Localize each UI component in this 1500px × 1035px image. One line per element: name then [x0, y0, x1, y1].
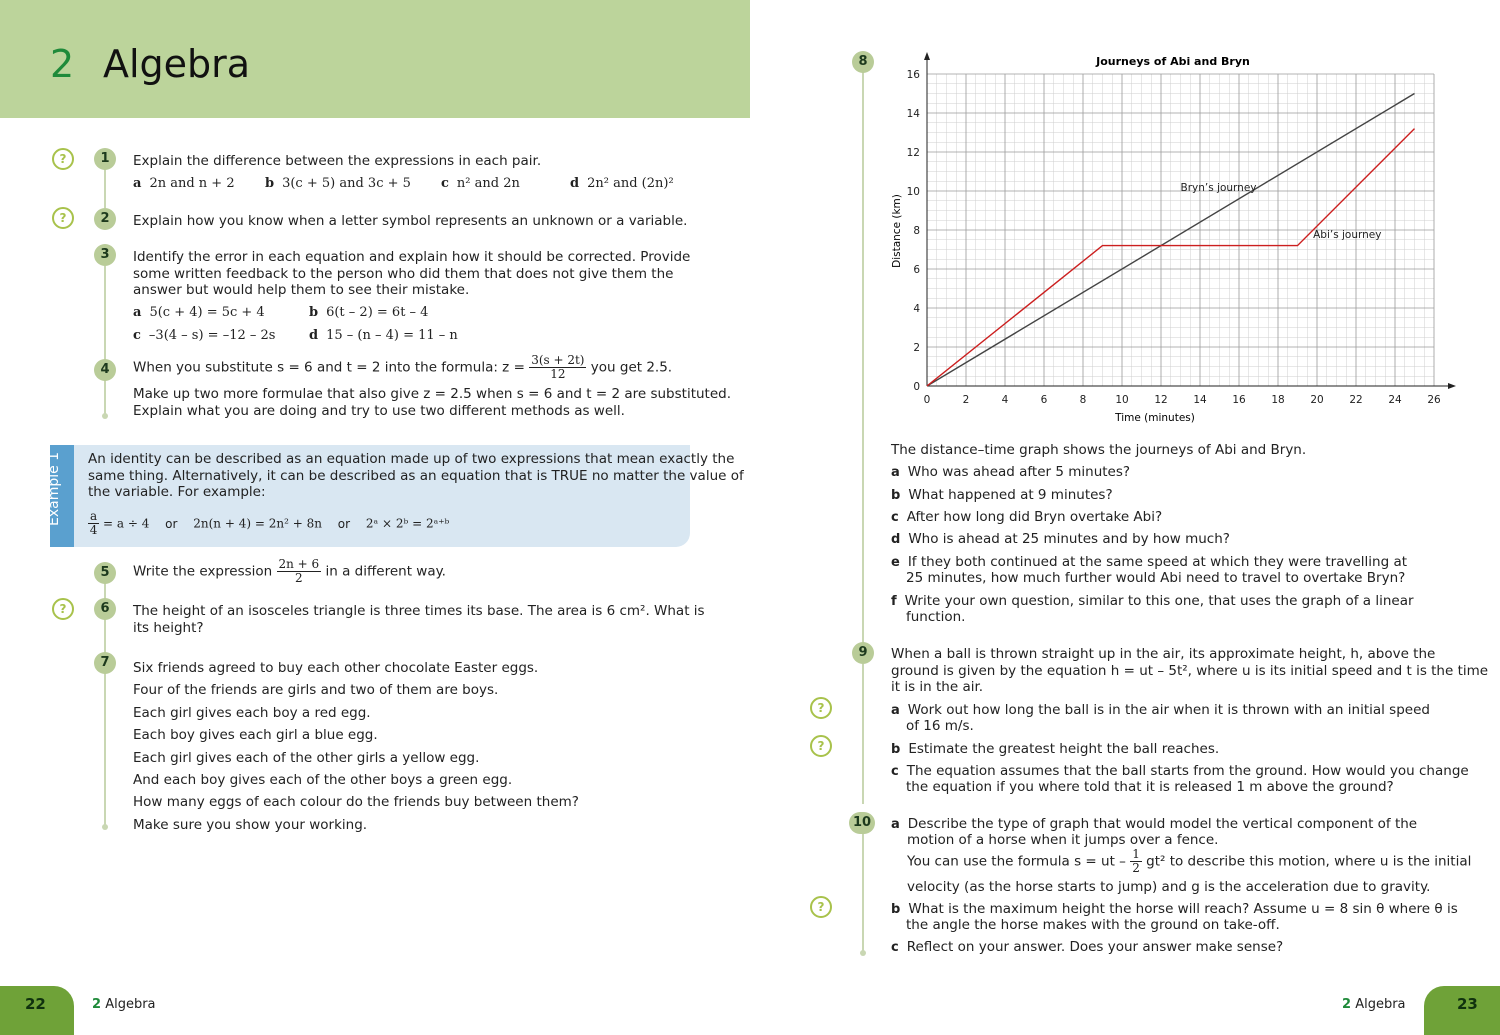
question-guide-line — [862, 833, 864, 951]
guide-line-end-dot — [102, 824, 108, 830]
q5-fraction: $\frac{2n + 6}{2}$ — [278, 557, 320, 585]
page-number-left: 22 — [25, 995, 46, 1013]
question-number-1: 1 — [94, 148, 116, 170]
q3-part-d: d 15 – (n – 4) = 11 – n — [309, 328, 458, 343]
example-identities: $\frac{a}{4}$ = a ÷ 4 or 2n(n + 4) = 2n² + 8n or 2ᵃ × 2ᵇ = 2ᵃ⁺ᵇ — [89, 509, 450, 537]
q10-part-a: a Describe the type of graph that would model the vertical component of the — [891, 816, 1418, 832]
chart-title: Journeys of Abi and Bryn — [1096, 55, 1250, 68]
q5-text: Write the expression $\frac{2n + 6}{2}$ in a different way. — [133, 557, 446, 585]
guide-line-end-dot — [102, 413, 108, 419]
x-axis-arrow — [1448, 383, 1456, 389]
running-footer-right: 2 Algebra — [1342, 997, 1406, 1012]
q7-text: Six friends agreed to buy each other chocolate Easter eggs. Four of the friends are girls and two of them are boys. Each girl gives each boy a red egg. Each boy gives each girl a blue egg. Each girl gives each of the other girls a yellow egg. And each boy gives each of the other boys a green egg. How many eggs of each colour do the friends buy between them? Make sure you show your working. — [133, 660, 579, 833]
hint-help-icon[interactable]: ? — [810, 697, 832, 719]
x-tick-label: 26 — [1427, 394, 1441, 406]
question-guide-line — [862, 72, 864, 644]
x-tick-label: 14 — [1193, 394, 1207, 406]
question-number-2: 2 — [94, 208, 116, 230]
y-tick-label: 16 — [906, 69, 920, 81]
guide-line-end-dot — [860, 950, 866, 956]
q9-part-c: c The equation assumes that the ball starts from the ground. How would you change — [891, 763, 1469, 779]
chart-y-axis-label: Distance (km) — [891, 194, 903, 268]
q4-fraction: $\frac{3(s + 2t)}{12}$ — [531, 353, 585, 381]
q1-part-c: c n² and 2n — [441, 176, 520, 191]
y-tick-label: 6 — [913, 264, 920, 276]
question-number-8: 8 — [852, 51, 874, 73]
x-tick-label: 8 — [1079, 394, 1087, 406]
running-footer-left: 2 Algebra — [92, 997, 156, 1012]
q8-part-b: b What happened at 9 minutes? — [891, 487, 1113, 503]
distance-time-chart — [885, 50, 1460, 428]
q4-formula-line: When you substitute s = 6 and t = 2 into the formula: z = $\frac{3(s + 2t)}{12}$ you get 2.5. — [133, 353, 673, 381]
x-tick-label: 0 — [923, 394, 931, 406]
question-number-5: 5 — [94, 562, 116, 584]
q9-part-c-line2: the equation if you where told that it is released 1 m above the ground? — [906, 779, 1394, 795]
y-tick-label: 10 — [906, 186, 920, 198]
hint-help-icon[interactable]: ? — [52, 207, 74, 229]
y-tick-label: 12 — [906, 147, 920, 159]
q10-part-c: c Reflect on your answer. Does your answer make sense? — [891, 939, 1284, 955]
q8-part-f: f Write your own question, similar to this one, that uses the graph of a linear — [891, 593, 1414, 609]
example-text: An identity can be described as an equation made up of two expressions that mean exactly the same thing. Alternatively, it can be described as an equation that is TRUE no matter the value of the variable. For example: — [88, 451, 744, 500]
q8-part-e: e If they both continued at the same speed at which they were travelling at — [891, 554, 1408, 570]
y-tick-label: 14 — [906, 108, 920, 120]
hint-help-icon[interactable]: ? — [52, 148, 74, 170]
question-guide-line — [104, 266, 106, 414]
x-tick-label: 6 — [1040, 394, 1048, 406]
hint-help-icon[interactable]: ? — [52, 598, 74, 620]
q8-intro: The distance–time graph shows the journeys of Abi and Bryn. — [891, 442, 1307, 458]
q10-part-a-line-last: velocity (as the horse starts to jump) and g is the acceleration due to gravity. — [907, 879, 1431, 895]
chapter-number: 2 — [50, 42, 75, 86]
q1-text: Explain the difference between the expressions in each pair. — [133, 153, 542, 169]
series-label-1: Abi’s journey — [1313, 228, 1382, 241]
q3-part-c: c –3(4 – s) = –12 – 2s — [133, 328, 276, 343]
page-number-right: 23 — [1457, 995, 1478, 1013]
x-tick-label: 20 — [1310, 394, 1324, 406]
q3-part-b: b 6(t – 2) = 6t – 4 — [309, 305, 429, 320]
example-fraction: $\frac{a}{4}$ — [89, 509, 98, 537]
question-number-7: 7 — [94, 652, 116, 674]
question-number-3: 3 — [94, 244, 116, 266]
x-tick-label: 2 — [962, 394, 970, 406]
q8-part-d: d Who is ahead at 25 minutes and by how much? — [891, 531, 1230, 547]
question-number-10: 10 — [849, 812, 875, 834]
q3-text: Identify the error in each equation and explain how it should be corrected. Provide some written feedback to the person who did them that does not give them the answer but would help them to see their mistake. — [133, 249, 691, 298]
y-tick-label: 8 — [913, 225, 920, 237]
example-label: Example 1 — [46, 451, 62, 526]
y-axis-arrow — [924, 52, 930, 60]
q10-formula-line: You can use the formula s = ut – $\frac{1}{2}$ gt² to describe this motion, where u is the initial — [907, 847, 1472, 875]
chart-x-axis-label: Time (minutes) — [1115, 412, 1195, 424]
y-tick-label: 4 — [913, 303, 920, 315]
q9-part-b: b Estimate the greatest height the ball reaches. — [891, 741, 1220, 757]
q1-part-d: d 2n² and (2n)² — [570, 176, 674, 191]
x-tick-label: 22 — [1349, 394, 1363, 406]
q6-text: The height of an isosceles triangle is three times its base. The area is 6 cm². What is its height? — [133, 603, 705, 636]
x-tick-label: 10 — [1115, 394, 1129, 406]
hint-help-icon[interactable]: ? — [810, 896, 832, 918]
q9-part-a: a Work out how long the ball is in the air when it is thrown with an initial speed — [891, 702, 1430, 718]
x-tick-label: 18 — [1271, 394, 1285, 406]
chapter-title: Algebra — [103, 42, 251, 86]
hint-help-icon[interactable]: ? — [810, 735, 832, 757]
series-label-0: Bryn’s journey — [1180, 182, 1257, 194]
y-tick-label: 2 — [913, 342, 920, 354]
y-tick-label: 0 — [913, 381, 920, 393]
q8-part-e-line2: 25 minutes, how much further would Abi need to travel to overtake Bryn? — [906, 570, 1406, 586]
q8-part-f-line2: function. — [906, 609, 966, 625]
q1-part-a: a 2n and n + 2 — [133, 176, 235, 191]
q10-fraction: $\frac{1}{2}$ — [1132, 847, 1140, 875]
q10-part-b: b What is the maximum height the horse will reach? Assume u = 8 sin θ where θ is — [891, 901, 1458, 917]
q4-text: Make up two more formulae that also give z = 2.5 when s = 6 and t = 2 are substituted. Explain what you are doing and try to use two different methods as well. — [133, 386, 732, 419]
q9-part-a-line2: of 16 m/s. — [906, 718, 974, 734]
question-guide-line — [862, 664, 864, 804]
q3-part-a: a 5(c + 4) = 5c + 4 — [133, 305, 265, 320]
question-guide-line — [104, 168, 106, 208]
x-tick-label: 4 — [1001, 394, 1009, 406]
q8-part-a: a Who was ahead after 5 minutes? — [891, 464, 1131, 480]
question-number-6: 6 — [94, 598, 116, 620]
x-tick-label: 16 — [1232, 394, 1246, 406]
q9-text: When a ball is thrown straight up in the air, its approximate height, h, above the ground is given by the equation h = ut – 5t², where u is its initial speed and t is the time it is in the air. — [891, 646, 1489, 695]
q8-part-c: c After how long did Bryn overtake Abi? — [891, 509, 1163, 525]
q1-part-b: b 3(c + 5) and 3c + 5 — [265, 176, 411, 191]
q10-part-b-line2: the angle the horse makes with the ground on take-off. — [906, 917, 1280, 933]
question-number-9: 9 — [852, 642, 874, 664]
x-tick-label: 12 — [1154, 394, 1168, 406]
question-number-4: 4 — [94, 359, 116, 381]
q10-part-a-line2: motion of a horse when it jumps over a fence. — [907, 832, 1219, 848]
q2-text: Explain how you know when a letter symbol represents an unknown or a variable. — [133, 213, 688, 229]
x-tick-label: 24 — [1388, 394, 1402, 406]
